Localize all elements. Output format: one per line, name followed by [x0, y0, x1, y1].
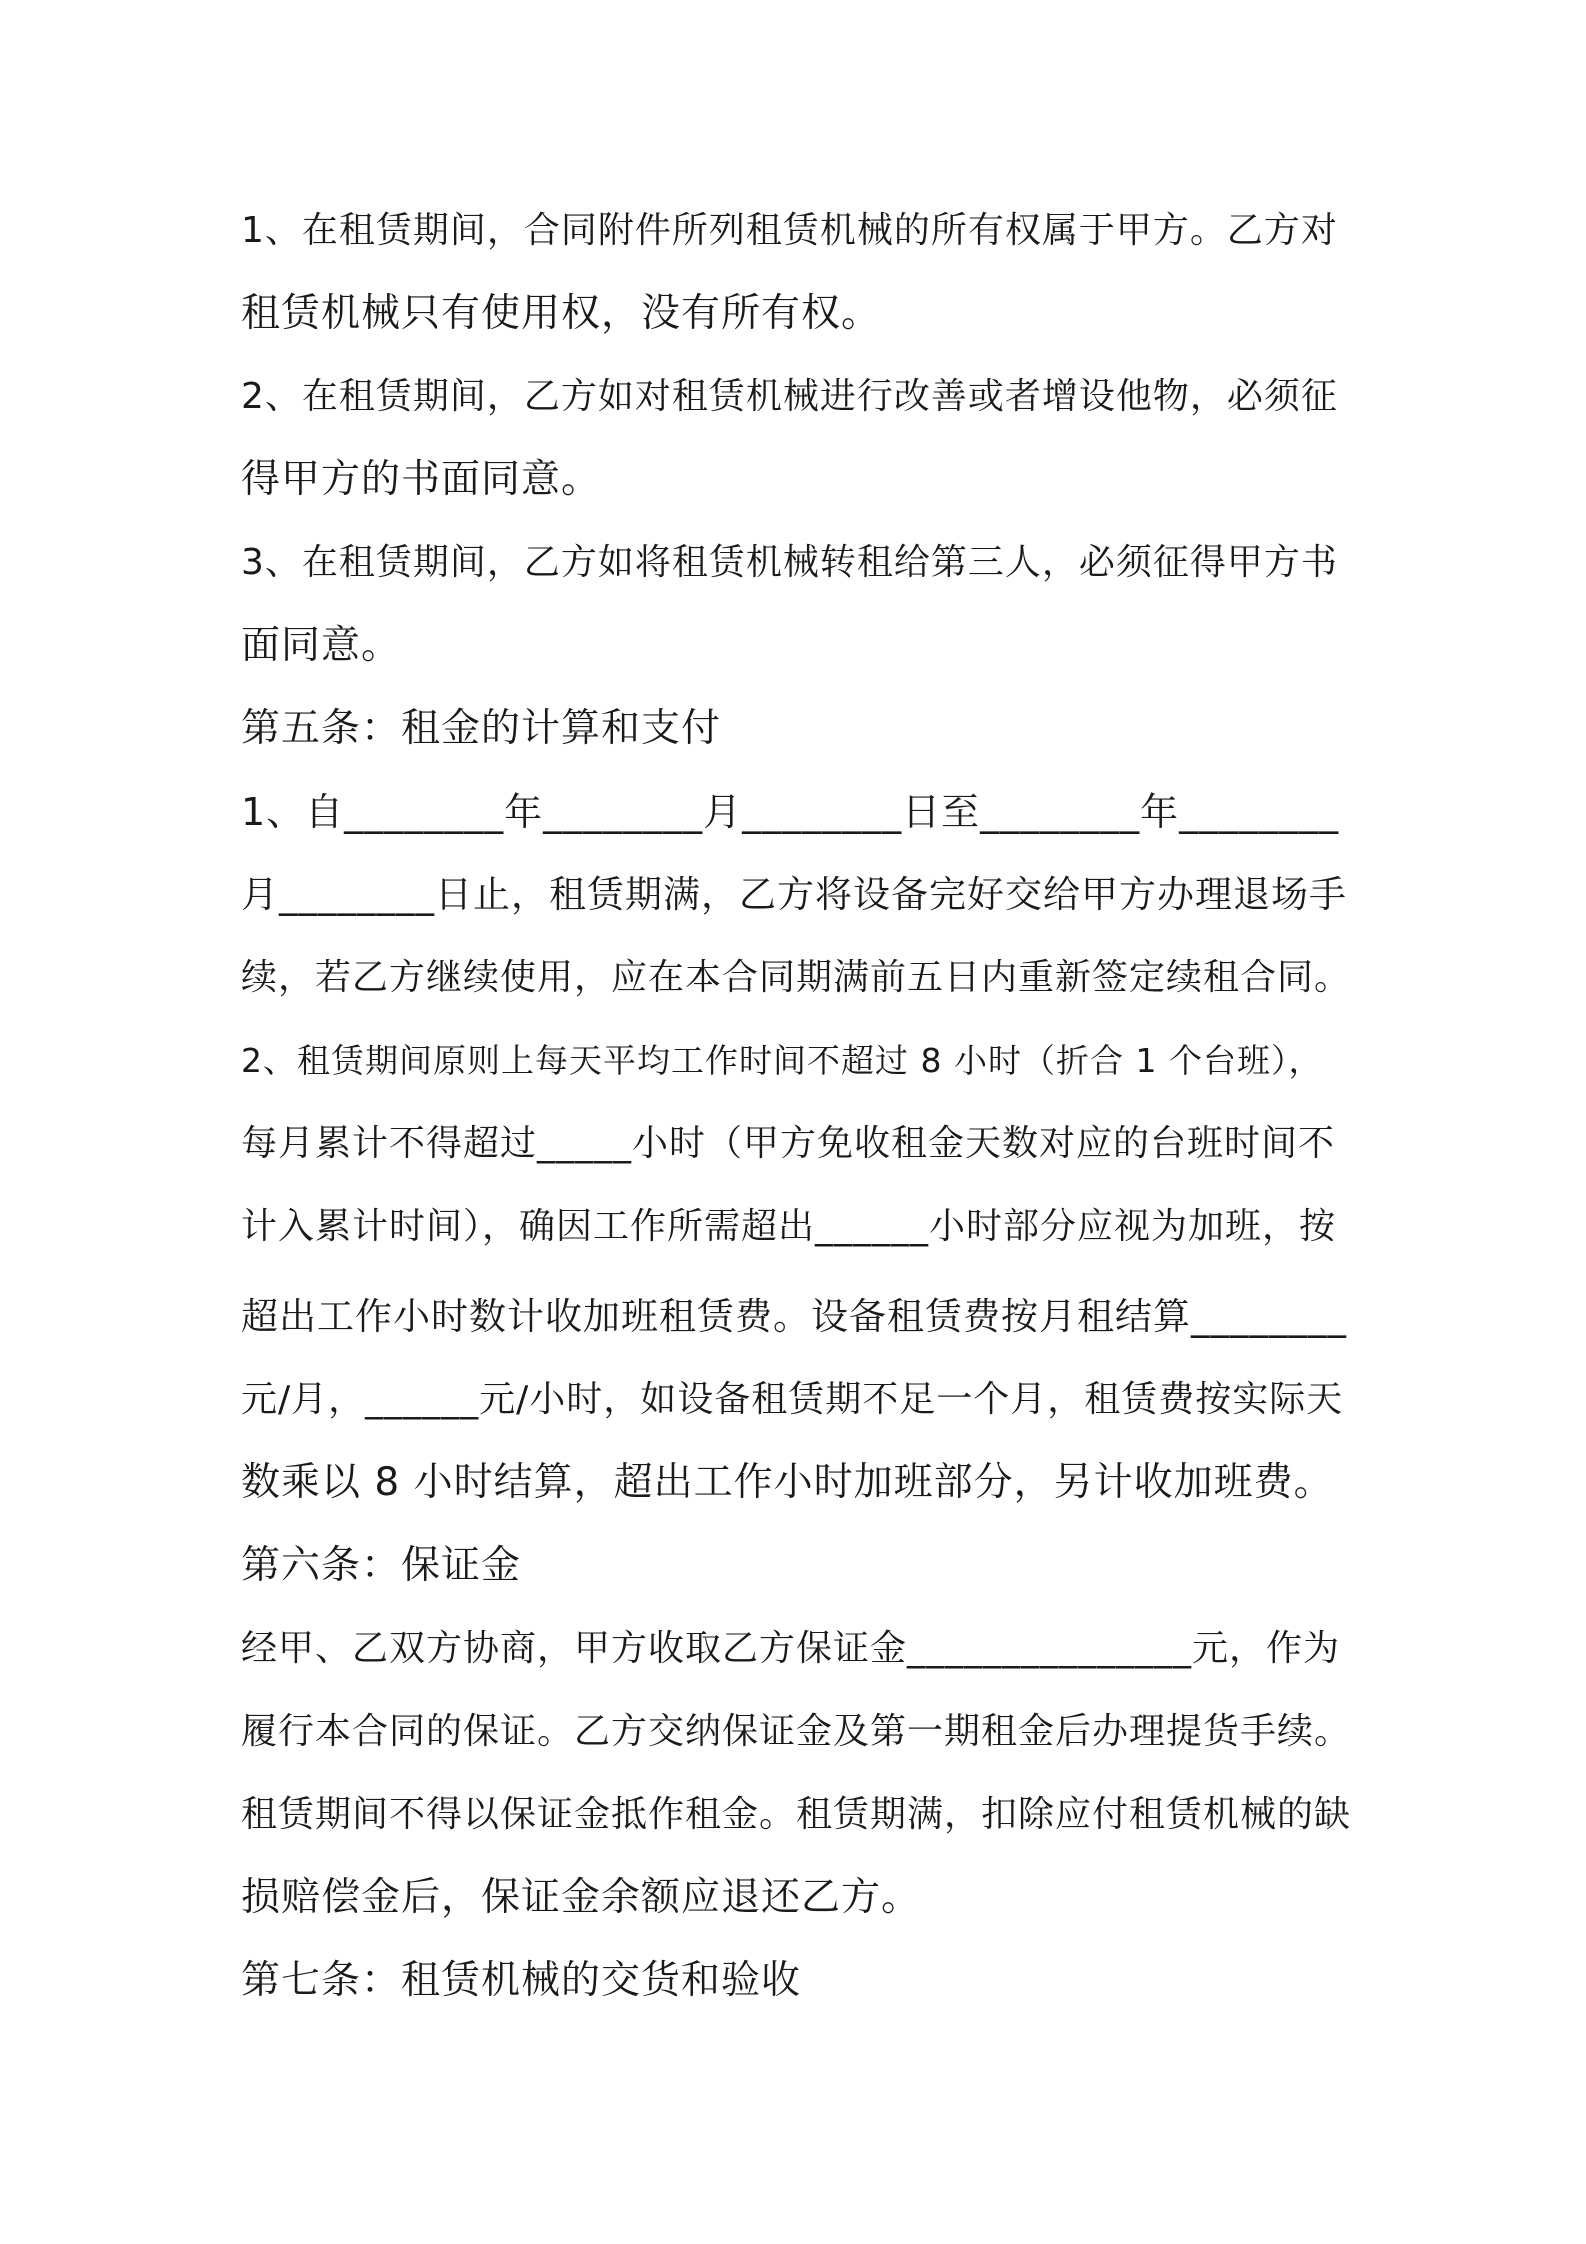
- clause-4-item-3-line-2: 面同意。: [241, 623, 402, 668]
- clause-5-item-1-line-2: 月________日止，租赁期满，乙方将设备完好交给甲方办理退场手: [241, 873, 1347, 916]
- clause-6-body-line-1: 经甲、乙双方协商，甲方收取乙方保证金_______________元，作为: [241, 1628, 1341, 1669]
- clause-4-item-1-line-1: 1、在租赁期间，合同附件所列租赁机械的所有权属于甲方。乙方对: [241, 210, 1338, 251]
- clause-6-body-line-4: 损赔偿金后，保证金余额应退还乙方。: [241, 1875, 922, 1920]
- clause-4-item-2-line-2: 得甲方的书面同意。: [241, 457, 602, 502]
- clause-4-item-3-line-1: 3、在租赁期间，乙方如将租赁机械转租给第三人，必须征得甲方书: [241, 542, 1338, 583]
- clause-6-body-line-3: 租赁期间不得以保证金抵作租金。租赁期满，扣除应付租赁机械的缺: [241, 1794, 1352, 1835]
- document-page: [241, 0, 1351, 2244]
- clause-5-heading: 第五条：租金的计算和支付: [241, 706, 722, 751]
- clause-5-item-2-line-3: 计入累计时间），确因工作所需超出______小时部分应视为加班，按: [241, 1206, 1337, 1247]
- clause-5-item-2-line-1: 2、租赁期间原则上每天平均工作时间不超过 8 小时（折合 1 个台班），: [241, 1041, 1323, 1080]
- clause-5-item-2-line-5: 元/月，______元/小时，如设备租赁期不足一个月，租赁费按实际天: [241, 1379, 1344, 1420]
- clause-5-item-2-line-6: 数乘以 8 小时结算，超出工作小时加班部分，另计收加班费。: [241, 1460, 1334, 1505]
- clause-6-body-line-2: 履行本合同的保证。乙方交纳保证金及第一期租金后办理提货手续。: [241, 1711, 1352, 1752]
- clause-6-heading: 第六条：保证金: [241, 1543, 522, 1588]
- clause-5-item-1-line-1: 1、自________年________月________日至________年________: [241, 790, 1340, 834]
- clause-5-item-2-line-4: 超出工作小时数计收加班租赁费。设备租赁费按月租结算________: [241, 1295, 1347, 1338]
- clause-4-item-1-line-2: 租赁机械只有使用权，没有所有权。: [241, 291, 882, 336]
- clause-5-item-1-line-3: 续，若乙方继续使用，应在本合同期满前五日内重新签定续租合同。: [241, 957, 1352, 998]
- clause-4-item-2-line-1: 2、在租赁期间，乙方如对租赁机械进行改善或者增设他物，必须征: [241, 376, 1338, 417]
- clause-7-heading: 第七条：租赁机械的交货和验收: [241, 1958, 802, 2003]
- clause-5-item-2-line-2: 每月累计不得超过_____小时（甲方免收租金天数对应的台班时间不: [241, 1123, 1336, 1164]
